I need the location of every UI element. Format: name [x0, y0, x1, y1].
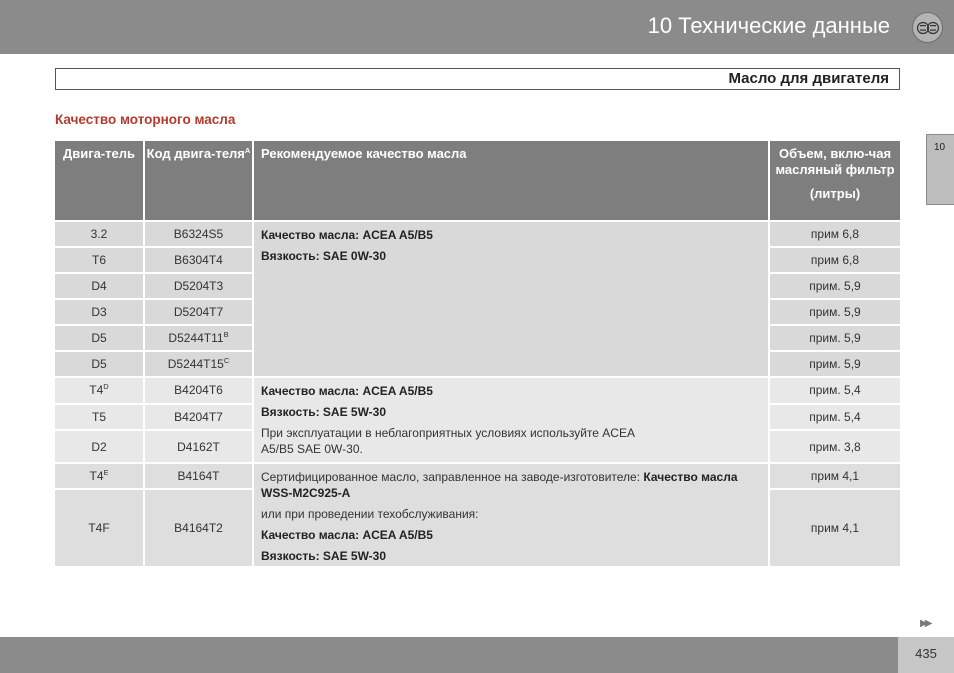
engine-cell [55, 326, 145, 352]
table-header-row [55, 141, 900, 222]
bottom-footer-bar [0, 637, 898, 673]
oil-volume-value: прим 4,1 [810, 521, 860, 535]
engine-value: T6 [91, 253, 106, 267]
engine-code-footnote: B [223, 330, 229, 339]
header-oil-volume-text: Объем, вклю-чая масляный фильтр [775, 146, 895, 177]
engine-code-cell [145, 300, 254, 326]
oil-volume-value: прим. 3,8 [809, 439, 861, 454]
top-header-bar [0, 0, 954, 54]
oil-volume-cell [770, 490, 900, 568]
engine-code-value: B6304T4 [174, 253, 223, 267]
oil-volume-value: прим 6,8 [810, 227, 860, 241]
header-engine-code-text: Код двига-теля [146, 146, 245, 161]
oil-quality-cell [254, 464, 770, 568]
engine-cell [55, 490, 145, 568]
engine-value: D5 [91, 331, 107, 345]
oil-viscosity-line: Вязкость: SAE 5W-30 [261, 549, 387, 563]
oil-volume-cell [770, 405, 900, 432]
table-row [55, 464, 900, 490]
engine-code-cell [145, 274, 254, 300]
header-oil-volume [770, 141, 900, 222]
engine-cell [55, 405, 145, 432]
engine-cell [55, 378, 145, 405]
engine-code-cell [145, 378, 254, 405]
oil-volume-value: прим 4,1 [810, 469, 860, 483]
oil-volume-cell [770, 464, 900, 490]
page-number-box [898, 637, 954, 673]
engine-code-value: B4204T7 [174, 409, 223, 424]
content-subheading: Качество моторного масла [55, 112, 236, 127]
oil-volume-value: прим. 5,4 [809, 383, 861, 398]
oil-volume-value: прим. 5,9 [809, 305, 861, 319]
header-engine-code-footnote: A [244, 146, 251, 155]
oil-volume-cell [770, 378, 900, 405]
chapter-title: 10 Технические данные [647, 13, 890, 38]
engine-code-cell [145, 326, 254, 352]
oil-quality-line: Качество масла: ACEA A5/B5 [261, 384, 433, 398]
engine-code-cell [145, 222, 254, 248]
service-oil-text: или при проведении техобслуживания: [261, 507, 479, 521]
engine-value: T4 [89, 383, 104, 398]
engine-code-value: D5204T3 [173, 279, 224, 293]
engine-code-cell [145, 352, 254, 378]
side-tab-label: 10 [934, 142, 946, 153]
header-oil-volume-unit: (литры) [809, 186, 861, 201]
oil-volume-cell [770, 300, 900, 326]
engine-value: 3.2 [90, 227, 108, 241]
oil-volume-cell [770, 248, 900, 274]
engine-code-value: D5244T15 [167, 357, 224, 371]
engine-value: T5 [91, 409, 106, 424]
engine-footnote: D [103, 382, 109, 392]
engine-code-value: B4204T6 [174, 383, 223, 398]
engine-code-cell [145, 431, 254, 464]
header-oil-quality: Рекомендуемое качество масла [254, 141, 770, 222]
oil-volume-cell [770, 431, 900, 464]
header-engine: Двига-тель [55, 141, 145, 222]
engine-value: D5 [91, 357, 107, 371]
engine-code-value: D4162T [177, 439, 220, 454]
oil-harsh-conditions-note: При эксплуатации в неблагоприятных условиях используйте ACEA A5/B5 SAE 0W-30. [261, 426, 635, 456]
oil-quality-cell [254, 222, 770, 378]
engine-cell [55, 248, 145, 274]
table-row [55, 222, 900, 248]
engine-value: D3 [91, 305, 107, 319]
engine-value: D4 [91, 279, 107, 293]
engine-code-value: B4164T [177, 469, 220, 483]
engine-cell [55, 300, 145, 326]
engine-code-value: D5204T7 [173, 305, 224, 319]
page-number: 435 [915, 646, 937, 661]
engine-cell [55, 274, 145, 300]
oil-quality-line: Качество масла: ACEA A5/B5 [261, 228, 433, 242]
engine-code-cell [145, 248, 254, 274]
oil-quality-table [55, 141, 900, 568]
oil-volume-cell [770, 222, 900, 248]
engine-cell [55, 431, 145, 464]
oil-volume-cell [770, 326, 900, 352]
engine-code-cell [145, 405, 254, 432]
engine-code-cell [145, 490, 254, 568]
engine-code-cell [145, 464, 254, 490]
oil-viscosity-line: Вязкость: SAE 5W-30 [261, 405, 387, 419]
table-row [55, 378, 900, 405]
engine-cell [55, 352, 145, 378]
engine-cell [55, 464, 145, 490]
oil-quality-cell [254, 378, 770, 464]
oil-volume-value: прим. 5,4 [809, 409, 861, 424]
oil-quality-line: Качество масла: ACEA A5/B5 [261, 528, 433, 542]
engine-code-footnote: C [223, 356, 230, 365]
section-title-box [55, 68, 900, 90]
certified-oil-spec: Качество масла WSS-M2C925-A [261, 470, 738, 500]
header-engine-code [145, 141, 254, 222]
chapter-side-tab[interactable] [926, 134, 954, 205]
oil-volume-cell [770, 352, 900, 378]
engine-value: D2 [91, 439, 107, 454]
engine-footnote: E [103, 468, 109, 477]
double-chevron-right-icon[interactable]: ▶▶ [920, 618, 930, 629]
oil-volume-value: прим 6,8 [810, 253, 860, 267]
oil-viscosity-line: Вязкость: SAE 0W-30 [261, 249, 387, 263]
oil-volume-value: прим. 5,9 [809, 357, 861, 371]
oil-volume-value: прим. 5,9 [809, 331, 861, 345]
engine-value: T4 [89, 469, 104, 483]
engine-code-value: B6324S5 [173, 227, 224, 241]
engine-code-value: B4164T2 [174, 521, 223, 535]
gauge-panel-icon [912, 12, 943, 43]
oil-volume-value: прим. 5,9 [809, 279, 861, 293]
oil-volume-cell [770, 274, 900, 300]
certified-oil-text: Сертифицированное масло, заправленное на заводе-изготовителе: [261, 470, 641, 484]
engine-cell [55, 222, 145, 248]
section-title: Масло для двигателя [728, 70, 889, 87]
engine-value: T4F [88, 521, 110, 535]
engine-code-value: D5244T11 [168, 331, 224, 345]
